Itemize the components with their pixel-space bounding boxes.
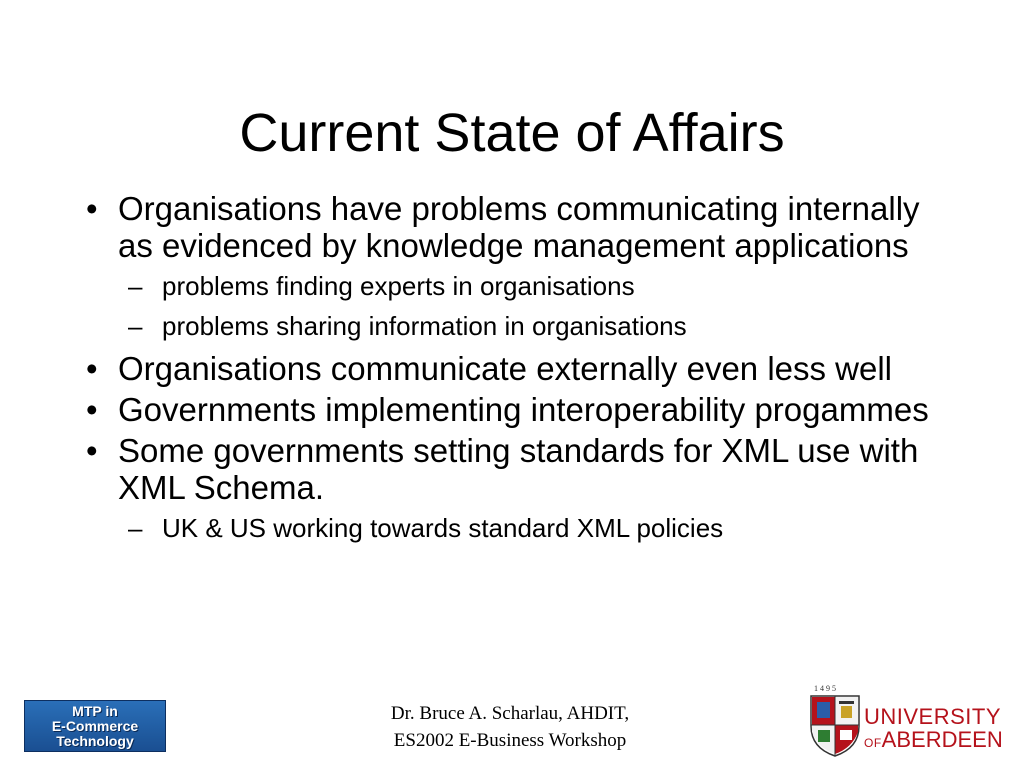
university-line-2	[864, 728, 1003, 755]
sub-bullet-text: problems finding experts in organisations	[162, 271, 635, 301]
slide-title: Current State of Affairs	[239, 103, 785, 163]
university-name: ABERDEEN	[881, 727, 1003, 752]
bullet-item	[86, 190, 946, 264]
university-line-1: UNIVERSITY	[864, 704, 1002, 729]
university-wordmark	[864, 706, 1003, 755]
footer-line-1: Dr. Bruce A. Scharlau, AHDIT,	[390, 703, 630, 724]
mtp-logo-line: Technology	[56, 732, 134, 749]
footer-credit	[340, 700, 680, 754]
bullet-text: Organisations communicate externally even less well	[118, 350, 893, 387]
sub-bullet-text: problems sharing information in organisations	[162, 311, 687, 341]
bullet-mark: •	[86, 350, 98, 387]
bullet-item	[86, 350, 946, 387]
university-crest-icon	[808, 682, 864, 758]
bullet-text: Governments implementing interoperability progammes	[118, 391, 929, 428]
university-of: OF	[864, 736, 882, 750]
bullet-mark: •	[86, 432, 98, 469]
mtp-logo-line: E-Commerce	[51, 717, 139, 734]
bullet-mark: •	[86, 391, 98, 428]
sub-bullet-item	[86, 270, 946, 302]
bullet-mark: •	[86, 190, 98, 227]
sub-bullet-mark: –	[128, 271, 143, 301]
slide-content	[86, 190, 946, 552]
sub-bullet-item	[86, 310, 946, 342]
sub-bullet-mark: –	[128, 513, 143, 543]
mtp-logo	[24, 700, 166, 752]
bullet-item	[86, 432, 946, 506]
footer-line-2: ES2002 E-Business Workshop	[393, 730, 627, 751]
mtp-logo-line: MTP in	[72, 702, 118, 719]
bullet-item	[86, 391, 946, 428]
bullet-text: Some governments setting standards for XML use with XML Schema.	[118, 432, 919, 506]
sub-bullet-mark: –	[128, 311, 143, 341]
sub-bullet-item	[86, 512, 946, 544]
university-logo	[808, 682, 1013, 758]
crest-year: 1 4 9 5	[814, 684, 836, 693]
bullet-text: Organisations have problems communicating internally as evidenced by knowledge management applications	[118, 190, 920, 264]
sub-bullet-text: UK & US working towards standard XML policies	[162, 513, 724, 543]
